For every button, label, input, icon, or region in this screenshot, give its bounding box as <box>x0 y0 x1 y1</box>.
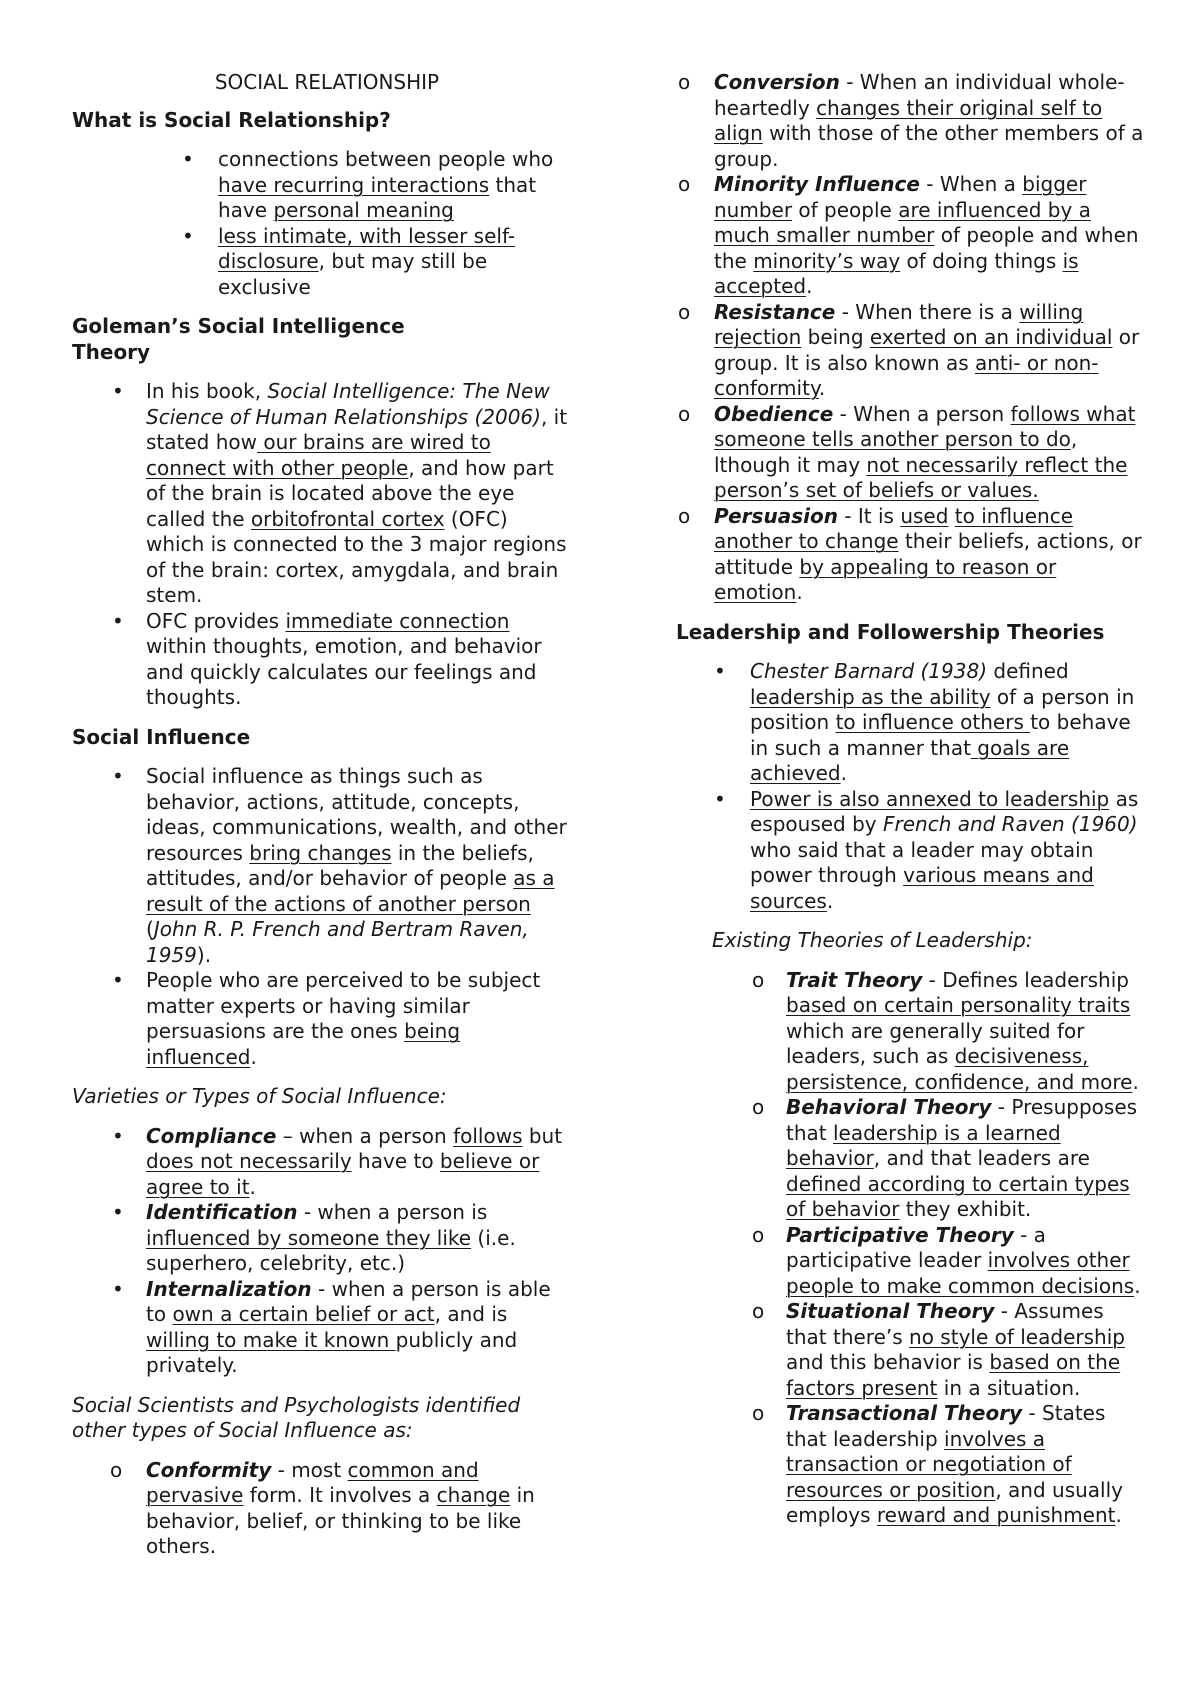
circle-bullet-icon: o <box>752 1222 765 1247</box>
circle-bullet-icon: o <box>752 1095 765 1119</box>
list-item: o Persuasion - It is used to influence another to change their beliefs, actions, or attitude by appealing to reason or emotion. <box>678 503 1142 604</box>
social-influence-heading: Social Influence <box>72 724 251 749</box>
list-item: • less intimate, with lesser self-disclosure, but may still be exclusive <box>182 223 516 299</box>
list-item: • connections between people who have recurring interactions that have personal meaning <box>182 147 554 222</box>
circle-bullet-icon: o <box>678 299 691 324</box>
list-item: o Conformity - most common and pervasive form. It involves a change in behavior, belief, or thinking to be like others. <box>110 1457 535 1558</box>
right-column <box>676 70 1146 1543</box>
list-item: o Minority Influence - When a bigger number of people are influenced by a much smaller number of people and when the minority’s way of doing things is accepted. <box>678 172 1139 298</box>
bullet-icon: • <box>112 608 124 633</box>
circle-bullet-icon: o <box>678 172 691 196</box>
list-item: • Identification - when a person is influenced by someone they like (i.e. superhero, celebrity, etc.) <box>112 1200 516 1275</box>
existing-theories-label: Existing Theories of Leadership: <box>712 928 1033 952</box>
bullet-icon: • <box>182 147 194 171</box>
list-item: o Conversion - When an individual whole-heartedly changes their original self to align with those of the other members of a group. <box>678 70 1144 171</box>
leadership-heading: Leadership and Followership Theories <box>676 619 1105 644</box>
circle-bullet-icon: o <box>752 967 765 992</box>
document-title: SOCIAL RELATIONSHIP <box>214 70 440 94</box>
list-item: o Participative Theory - a participative leader involves other people to make common decisions. <box>752 1222 1141 1298</box>
other-types-list <box>72 1458 572 1560</box>
bullet-icon: • <box>112 968 124 992</box>
leadership-list <box>676 659 1146 914</box>
circle-bullet-icon: o <box>110 1457 123 1482</box>
list-item: o Trait Theory - Defines leadership based on certain personality traits which are generally suited for leaders, such as decisiveness, persistence, confidence, and more. <box>752 967 1139 1094</box>
circle-bullet-icon: o <box>678 70 691 94</box>
list-item: • People who are perceived to be subject matter experts or having similar persuasions are the ones being influenced. <box>112 968 541 1069</box>
circle-bullet-icon: o <box>678 503 691 528</box>
varieties-list <box>72 1124 572 1379</box>
other-types-list-continued <box>676 70 1146 606</box>
bullet-icon: • <box>714 786 726 811</box>
circle-bullet-icon: o <box>752 1299 765 1323</box>
list-item: o Behavioral Theory - Presupposes that leadership is a learned behavior, and that leaders are defined according to certain types of behavior they exhibit. <box>752 1095 1138 1221</box>
social-influence-list <box>72 764 572 1070</box>
varieties-label: Varieties or Types of Social Influence: <box>72 1084 447 1108</box>
left-column <box>72 70 572 1574</box>
what-heading: What is Social Relationship? <box>72 107 391 132</box>
bullet-icon: • <box>112 1276 124 1301</box>
list-item: • In his book, Social Intelligence: The New Science of Human Relationships (2006), it stated how our brains are wired to connect with other people, and how part of the brain is located above the eye called the orbitofrontal cortex (OFC) which is connected to the 3 major regions of the brain: cortex, amygdala, and brain stem. <box>112 379 568 607</box>
list-item: • Power is also annexed to leadership as espoused by French and Raven (1960) who said that a leader may obtain power through various means and sources. <box>714 786 1139 913</box>
bullet-icon: • <box>182 223 194 248</box>
goleman-list <box>72 379 572 711</box>
goleman-heading: Goleman’s Social Intelligence Theory <box>72 314 405 364</box>
bullet-icon: • <box>112 379 124 403</box>
circle-bullet-icon: o <box>752 1401 765 1425</box>
bullet-icon: • <box>112 1200 124 1224</box>
bullet-icon: • <box>714 659 726 683</box>
list-item: • Social influence as things such as behavior, actions, attitude, concepts, ideas, communications, wealth, and other resources bring changes in the beliefs, attitudes, and/or behavior of people as a result of the actions of another person (John R. P. French and Bertram Raven, 1959). <box>112 764 567 967</box>
list-item: o Transactional Theory - States that leadership involves a transaction or negotiation of resources or position, and usually employs reward and punishment. <box>752 1401 1124 1527</box>
list-item: • Compliance – when a person follows but does not necessarily have to believe or agree to it. <box>112 1123 563 1199</box>
list-item: • Internalization - when a person is able to own a certain belief or act, and is willing to make it known publicly and privately. <box>112 1276 551 1377</box>
circle-bullet-icon: o <box>678 401 691 426</box>
list-item: • Chester Barnard (1938) defined leadership as the ability of a person in position to influence others to behave in such a manner that goals are achieved. <box>714 659 1135 785</box>
list-item: • OFC provides immediate connection within thoughts, emotion, and behavior and quickly calculates our feelings and thoughts. <box>112 608 542 709</box>
other-types-label: Social Scientists and Psychologists identified other types of Social Influence as: <box>72 1392 521 1442</box>
list-item: o Situational Theory - Assumes that there’s no style of leadership and this behavior is based on the factors present in a situation. <box>752 1299 1125 1400</box>
theories-list <box>676 968 1146 1529</box>
list-item: o Resistance - When there is a willing rejection being exerted on an individual or group. It is also known as anti- or non-conformity. <box>678 299 1140 400</box>
list-item: o Obedience - When a person follows what someone tells another person to do, lthough it may not necessarily reflect the person’s set of beliefs or values. <box>678 401 1136 502</box>
what-list <box>72 147 572 300</box>
bullet-icon: • <box>112 1123 124 1148</box>
bullet-icon: • <box>112 764 124 788</box>
